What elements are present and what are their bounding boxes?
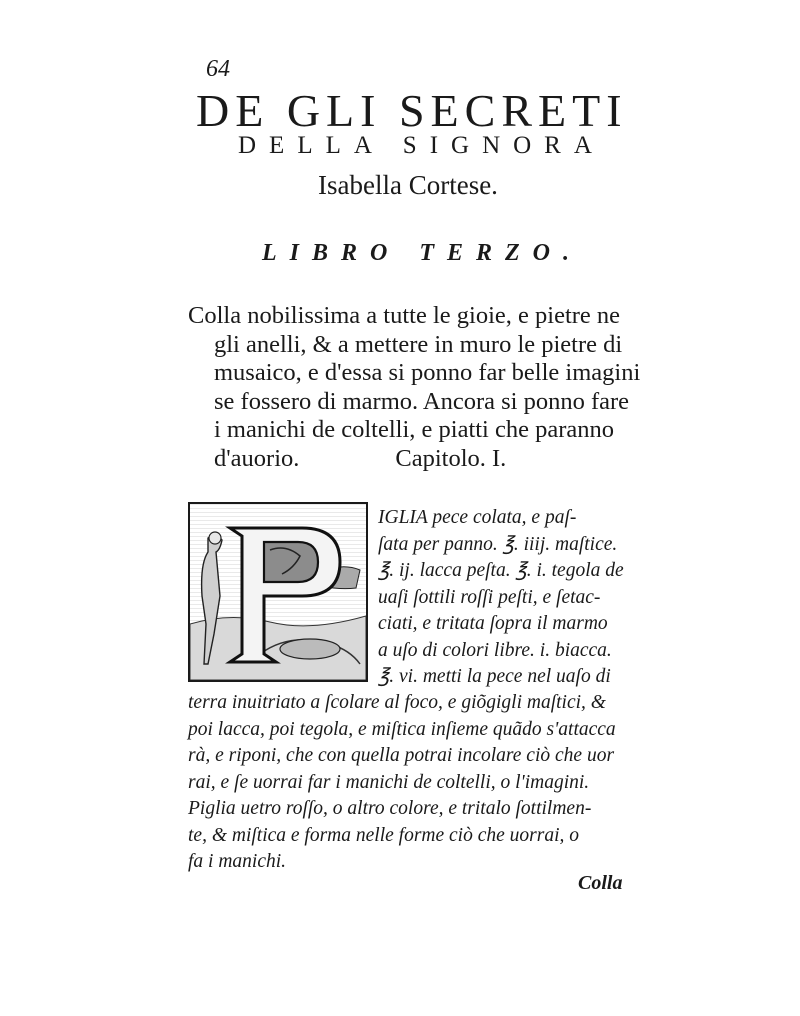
text-line: ℥. ij. lacca peſta. ℥. i. tegola de bbox=[378, 560, 624, 581]
recipe-text-full-width bbox=[188, 690, 658, 876]
woodcut-initial-p bbox=[188, 502, 368, 682]
text-line: rà, e riponi, che con quella potrai incolare ciò che uor bbox=[188, 745, 615, 766]
text-line: poi lacca, poi tegola, e miſtica inſieme quãdo s'attacca bbox=[188, 718, 616, 740]
author-name: Isabella Cortese. bbox=[318, 170, 498, 200]
chapter-heading-line: Colla nobilissima a tutte le gioie, e pietre ne bbox=[188, 302, 621, 329]
chapter-heading-line: gli anelli, & a mettere in muro le pietre di bbox=[214, 330, 623, 358]
text-line: te, & miſtica e forma nelle forme ciò che uorrai, o bbox=[188, 824, 580, 846]
text-line: rai, e ſe uorrai far i manichi de coltelli, o l'imagini. bbox=[188, 771, 590, 793]
text-line: ciati, e tritata ſopra il marmo bbox=[378, 613, 608, 634]
text-line: ℥. vi. metti la pece nel uaſo di bbox=[378, 666, 611, 687]
catchword: Colla bbox=[578, 872, 623, 894]
text-line: terra inuitriato a ſcolare al foco, e giõgigli maſtici, & bbox=[188, 692, 606, 713]
chapter-heading bbox=[188, 302, 648, 473]
chapter-heading-line: i manichi de coltelli, e piatti che paranno bbox=[214, 416, 615, 443]
recipe-text-beside-initial bbox=[378, 505, 658, 691]
text-line: IGLIA pece colata, e paſ- bbox=[378, 507, 577, 528]
woodcut-initial-illustration bbox=[190, 504, 366, 680]
book-subtitle: DELLA SIGNORA bbox=[238, 132, 605, 159]
text-line: ſata per panno. ℥. iiij. maſtice. bbox=[378, 533, 618, 555]
text-line: a uſo di colori libre. i. biacca. bbox=[378, 639, 612, 661]
book-section-heading: LIBRO TERZO. bbox=[262, 240, 583, 266]
text-line: fa i manichi. bbox=[188, 851, 287, 872]
chapter-heading-line: se fossero di marmo. Ancora si ponno fare bbox=[214, 387, 630, 415]
chapter-label: Capitolo. I. bbox=[395, 444, 507, 472]
chapter-heading-line: musaico, e d'essa si ponno far belle imagini bbox=[214, 359, 641, 386]
page-number: 64 bbox=[206, 56, 230, 82]
chapter-heading-line: d'auorio. bbox=[214, 444, 300, 472]
book-title: DE GLI SECRETI bbox=[196, 85, 628, 136]
chapter-heading-last-line bbox=[188, 445, 648, 474]
text-line: Piglia uetro roſſo, o altro colore, e tritalo ſottilmen- bbox=[188, 798, 592, 819]
text-line: uaſi ſottili roſſi peſti, e ſetac- bbox=[378, 586, 601, 608]
